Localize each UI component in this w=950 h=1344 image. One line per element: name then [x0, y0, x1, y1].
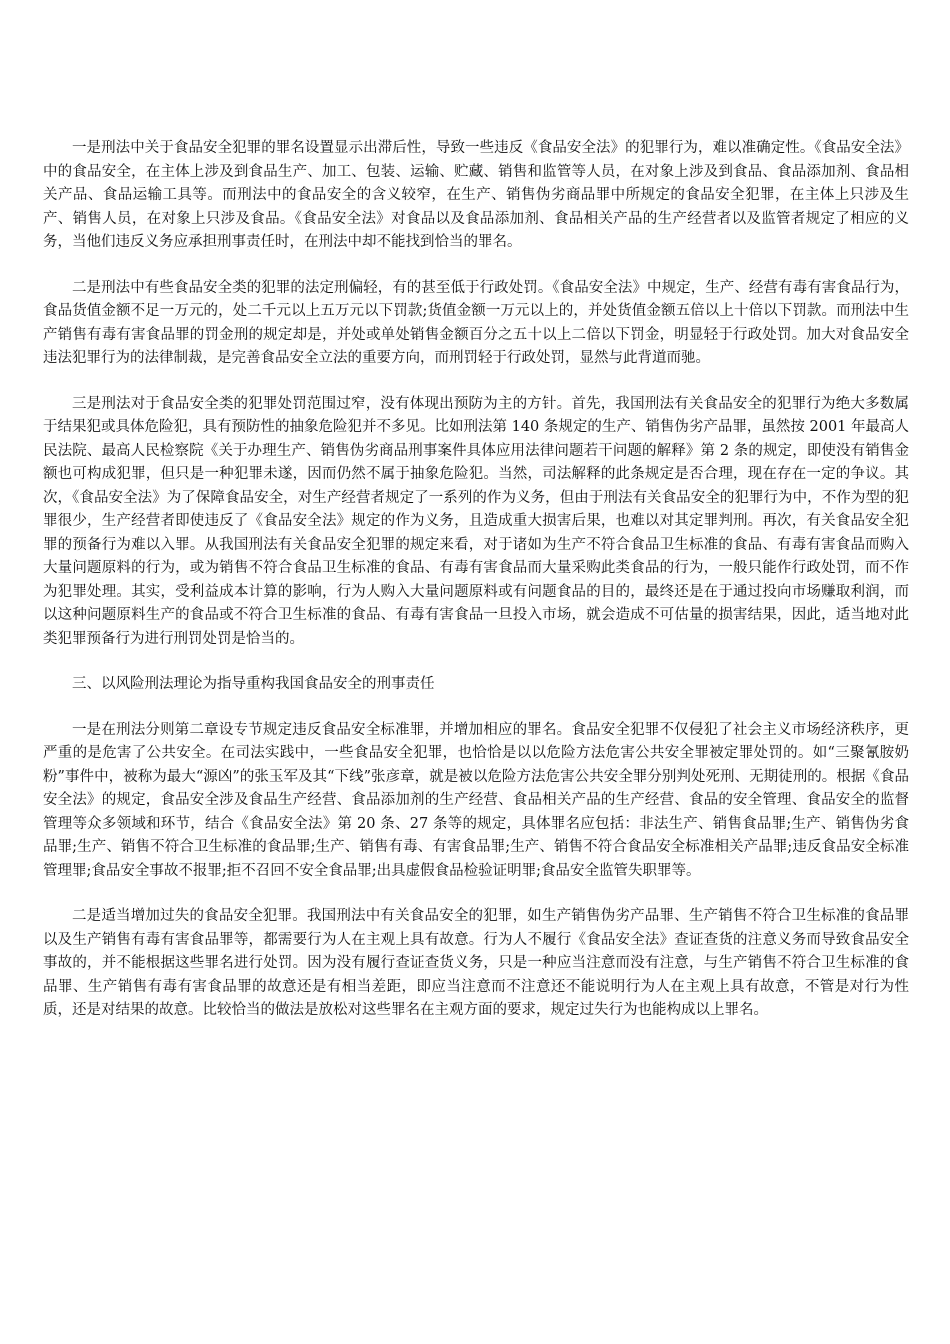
paragraph-negligence-offense: 二是适当增加过失的食品安全犯罪。我国刑法中有关食品安全的犯罪，如生产销售伪劣产品罪、生产销售不符合卫生标准的食品罪以及生产销售有毒有害食品罪等，都需要行为人在主观上具有故意。行为人不履行《食品安全法》查证查货的注意义务而导致食品安全事故的，并不能根据这些罪名进行处罚。因为没有履行查证查货义务，只是一种应当注意而没有注意，与生产销售不符合卫生标准的食品罪、生产销售有毒有害食品罪的故意还是有相当差距，即应当注意而不注意还不能说明行为人在主观上具有故意，不管是对行为性质，还是对结果的故意。比较恰当的做法是放松对这些罪名在主观方面的要求，规定过失行为也能构成以上罪名。	[43, 908, 909, 1018]
paragraph-penalty-too-light: 二是刑法中有些食品安全类的犯罪的法定刑偏轻，有的甚至低于行政处罚。《食品安全法》中规定，生产、经营有毒有害食品行为，食品货值金额不足一万元的，处二千元以上五万元以下罚款;货值金额一万元以上的，并处货值金额五倍以上十倍以下罚款。而刑法中生产销售有毒有害食品罪的罚金刑的规定却是，并处或单处销售金额百分之五十以上二倍以下罚金，明显轻于行政处罚。加大对食品安全违法犯罪行为的法律制裁，是完善食品安全立法的重要方向，而刑罚轻于行政处罚，显然与此背道而驰。	[43, 279, 909, 366]
section-heading: 三、以风险刑法理论为指导重构我国食品安全的刑事责任	[72, 676, 435, 692]
paragraph-scope-too-narrow: 三是刑法对于食品安全类的犯罪处罚范围过窄，没有体现出预防为主的方针。首先，我国刑法有关食品安全的犯罪行为绝大多数属于结果犯或具体危险犯，具有预防性的抽象危险犯并不多见。比如刑法第 140 条规定的生产、销售伪劣产品罪，虽然按 2001 年最高人民法院、最高人民检察院《关于办理生产、销售伪劣商品刑事案件具体应用法律问题若干问题的解释》第 2 条的规定，即使没有销售金额也可构成犯罪，但只是一种犯罪未遂，因而仍然不属于抽象危险犯。当然，司法解释的此条规定是否合理，现在存在一定的争议。其次，《食品安全法》为了保障食品安全，对生产经营者规定了一系列的作为义务，但由于刑法有关食品安全的犯罪行为中，不作为型的犯罪很少，生产经营者即使违反了《食品安全法》规定的作为义务，且造成重大损害后果，也难以对其定罪判刑。再次，有关食品安全犯罪的预备行为难以入罪。从我国刑法有关食品安全犯罪的规定来看，对于诸如为生产不符合食品卫生标准的食品、有毒有害食品而购入大量问题原料的行为，或为销售不符合食品卫生标准的食品、有毒有害食品而大量采购此类食品的行为，一般只能作行政处罚，而不作为犯罪处理。其实，受利益成本计算的影响，行为人购入大量问题原料或有问题食品的目的，最终还是在于通过投向市场赚取利润，而以这种问题原料生产的食品或不符合卫生标准的食品、有毒有害食品一旦投入市场，就会造成不可估量的损害结果，因此，适当地对此类犯罪预备行为进行刑罚处罚是恰当的。	[43, 395, 910, 647]
document-page	[43, 137, 909, 1045]
paragraph-new-offense-section: 一是在刑法分则第二章设专节规定违反食品安全标准罪，并增加相应的罪名。食品安全犯罪不仅侵犯了社会主义市场经济秩序，更严重的是危害了公共安全。在司法实践中，一些食品安全犯罪，也恰恰是以以危险方法危害公共安全罪被定罪处罚的。如“三聚氰胺奶粉”事件中，被称为最大“源凶”的张玉军及其“下线”张彦章，就是被以危险方法危害公共安全罪分别判处死刑、无期徒刑的。根据《食品安全法》的规定，食品安全涉及食品生产经营、食品添加剂的生产经营、食品相关产品的生产经营、食品的安全管理、食品安全的监督管理等众多领域和环节，结合《食品安全法》第 20 条、27 条等的规定，具体罪名应包括：非法生产、销售食品罪;生产、销售伪劣食品罪;生产、销售不符合卫生标准的食品罪;生产、销售有毒、有害食品罪;生产、销售不符合食品安全标准相关产品罪;违反食品安全标准管理罪;食品安全事故不报罪;拒不召回不安全食品罪;出具虚假食品检验证明罪;食品安全监管失职罪等。	[43, 721, 909, 879]
paragraph-offense-naming-lag: 一是刑法中关于食品安全犯罪的罪名设置显示出滞后性，导致一些违反《食品安全法》的犯罪行为，难以准确定性。《食品安全法》中的食品安全，在主体上涉及到食品生产、加工、包装、运输、贮藏、销售和监管等人员，在对象上涉及到食品、食品添加剂、食品相关产品、食品运输工具等。而刑法中的食品安全的含义较窄，在生产、销售伪劣商品罪中所规定的食品安全犯罪，在主体上只涉及生产、销售人员，在对象上只涉及食品。《食品安全法》对食品以及食品添加剂、食品相关产品的生产经营者以及监管者规定了相应的义务，当他们违反义务应承担刑事责任时，在刑法中却不能找到恰当的罪名。	[43, 140, 909, 250]
